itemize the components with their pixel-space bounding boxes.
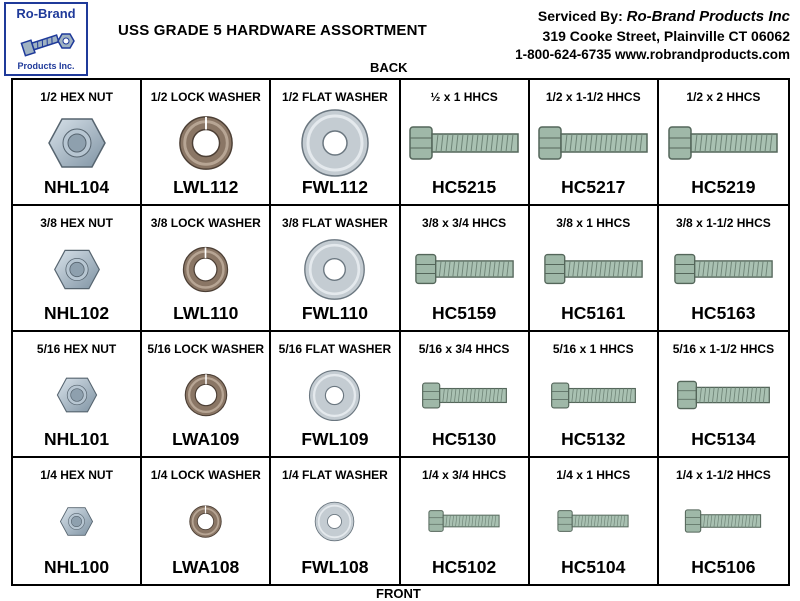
hardware-bin <box>13 332 142 458</box>
bin-size-label: 1/2 FLAT WASHER <box>282 90 388 104</box>
bin-part-number: FWL109 <box>301 429 369 449</box>
bin-size-label: 1/4 LOCK WASHER <box>150 468 261 482</box>
bin-size-label: 3/8 FLAT WASHER <box>282 216 388 230</box>
company-logo <box>4 2 88 76</box>
bin-size-label: 5/16 x 3/4 HHCS <box>418 342 510 356</box>
hardware-bin <box>271 458 400 584</box>
lock-washer-icon <box>142 490 269 552</box>
bin-size-label: 5/16 LOCK WASHER <box>147 342 265 356</box>
hardware-bin <box>271 206 400 332</box>
front-label: FRONT <box>376 586 421 601</box>
bin-part-number: HC5132 <box>561 429 626 449</box>
bin-size-label: 3/8 LOCK WASHER <box>150 216 261 230</box>
hex-cap-screw-icon <box>530 238 657 300</box>
bin-part-number: HC5106 <box>691 557 756 577</box>
bin-part-number: HC5163 <box>691 303 756 323</box>
hardware-bin <box>142 206 271 332</box>
bin-part-number: NHL102 <box>43 303 110 323</box>
lock-washer-icon <box>142 238 269 300</box>
bin-part-number: HC5159 <box>431 303 497 323</box>
hex-cap-screw-icon <box>401 490 528 552</box>
back-label: BACK <box>370 60 408 75</box>
hardware-bin <box>142 80 271 206</box>
bin-size-label: 1/4 x 1-1/2 HHCS <box>676 468 771 482</box>
hardware-bin <box>530 458 659 584</box>
service-info <box>515 8 790 62</box>
bin-part-number: HC5102 <box>431 557 497 577</box>
assortment-grid <box>11 78 790 586</box>
bin-size-label: 5/16 FLAT WASHER <box>278 342 392 356</box>
flat-washer-icon <box>271 490 398 552</box>
bin-size-label: 5/16 x 1-1/2 HHCS <box>672 342 775 356</box>
serviced-by-line <box>515 8 790 25</box>
lock-washer-icon <box>142 364 269 426</box>
hardware-bin <box>13 80 142 206</box>
hardware-bin <box>659 332 788 458</box>
hardware-bin <box>142 332 271 458</box>
hex-cap-screw-icon <box>530 364 657 426</box>
hex-cap-screw-icon <box>659 490 788 552</box>
flat-washer-icon <box>271 238 398 300</box>
logo-top-text: Ro-Brand <box>16 6 76 21</box>
bin-part-number: HC5134 <box>691 429 756 449</box>
bin-size-label: 5/16 x 1 HHCS <box>552 342 634 356</box>
hex-cap-screw-icon <box>401 364 528 426</box>
hex-cap-screw-icon <box>659 112 788 174</box>
flat-washer-icon <box>271 112 398 174</box>
bin-part-number: HC5217 <box>561 177 626 197</box>
bin-part-number: HC5130 <box>431 429 497 449</box>
bin-size-label: 3/8 x 3/4 HHCS <box>422 216 507 230</box>
bin-size-label: 3/8 x 1-1/2 HHCS <box>676 216 771 230</box>
bin-part-number: LWA108 <box>172 557 240 577</box>
hex-nut-icon <box>13 490 140 552</box>
hex-cap-screw-icon <box>401 238 528 300</box>
bin-part-number: HC5161 <box>561 303 626 323</box>
bin-size-label: 1/2 x 2 HHCS <box>686 90 761 104</box>
bin-part-number: HC5215 <box>431 177 497 197</box>
page-title: USS GRADE 5 HARDWARE ASSORTMENT <box>118 22 427 39</box>
bin-part-number: LWA109 <box>172 429 240 449</box>
hex-cap-screw-icon <box>659 364 788 426</box>
bin-size-label: 1/2 HEX NUT <box>40 90 113 104</box>
hardware-bin <box>142 458 271 584</box>
hex-cap-screw-icon <box>659 238 788 300</box>
bin-size-label: 3/8 HEX NUT <box>40 216 113 230</box>
bin-size-label: 1/2 x 1-1/2 HHCS <box>545 90 641 104</box>
hex-cap-screw-icon <box>530 112 657 174</box>
hardware-bin <box>401 458 530 584</box>
bin-part-number: FWL110 <box>301 303 368 323</box>
company-address: 319 Cooke Street, Plainville CT 06062 <box>542 28 790 44</box>
hardware-bin <box>271 332 400 458</box>
hardware-bin <box>13 458 142 584</box>
logo-bottom-text: Products Inc. <box>17 61 75 71</box>
hardware-bin <box>659 206 788 332</box>
bolt-and-nut-icon <box>16 24 80 58</box>
hardware-bin <box>271 80 400 206</box>
bin-size-label: 1/4 FLAT WASHER <box>282 468 388 482</box>
hardware-bin <box>401 80 530 206</box>
hardware-bin <box>659 80 788 206</box>
hardware-bin <box>401 332 530 458</box>
bin-part-number: LWL112 <box>173 177 239 197</box>
serviced-by-label: Serviced By: <box>537 8 623 24</box>
hex-cap-screw-icon <box>401 112 528 174</box>
hardware-bin <box>401 206 530 332</box>
company-name: Ro-Brand Products Inc <box>626 8 790 25</box>
bin-part-number: HC5104 <box>561 557 626 577</box>
hardware-bin <box>530 206 659 332</box>
hex-nut-icon <box>13 238 140 300</box>
bin-size-label: 5/16 HEX NUT <box>36 342 117 356</box>
bin-part-number: HC5219 <box>691 177 756 197</box>
hardware-bin <box>530 332 659 458</box>
bin-size-label: 3/8 x 1 HHCS <box>556 216 631 230</box>
bin-size-label: 1/4 x 3/4 HHCS <box>422 468 507 482</box>
bin-part-number: LWL110 <box>173 303 239 323</box>
bin-part-number: FWL112 <box>301 177 368 197</box>
bin-size-label: 1/4 x 1 HHCS <box>556 468 631 482</box>
hex-nut-icon <box>13 364 140 426</box>
bin-part-number: FWL108 <box>301 557 369 577</box>
hex-nut-icon <box>13 112 140 174</box>
bin-size-label: 1/4 HEX NUT <box>40 468 113 482</box>
company-contact: 1-800-624-6735 www.robrandproducts.com <box>515 47 790 62</box>
hardware-bin <box>13 206 142 332</box>
bin-size-label: 1/2 LOCK WASHER <box>150 90 261 104</box>
lock-washer-icon <box>142 112 269 174</box>
bin-part-number: NHL101 <box>43 429 110 449</box>
hardware-bin <box>530 80 659 206</box>
hardware-bin <box>659 458 788 584</box>
flat-washer-icon <box>271 364 398 426</box>
bin-size-label: ½ x 1 HHCS <box>430 90 498 104</box>
bin-part-number: NHL100 <box>43 557 110 577</box>
bin-part-number: NHL104 <box>43 177 110 197</box>
hex-cap-screw-icon <box>530 490 657 552</box>
